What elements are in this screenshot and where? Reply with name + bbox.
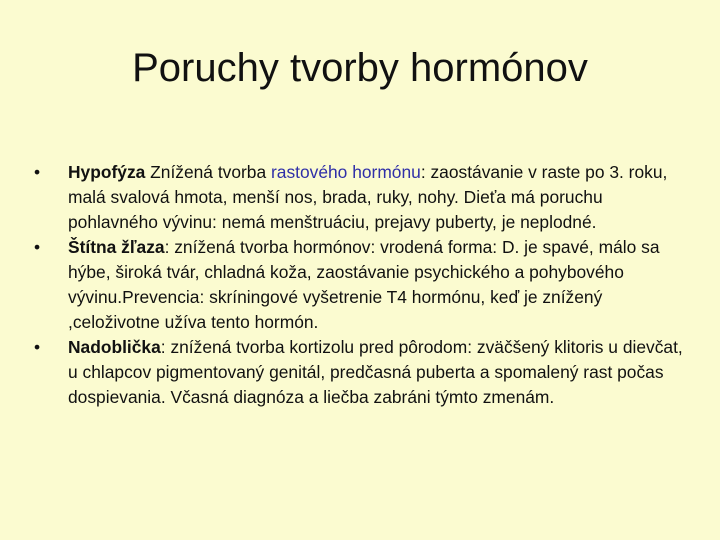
bullet-term: Nadoblička <box>68 337 161 357</box>
bullet-icon: • <box>34 237 41 257</box>
bullet-icon: • <box>34 162 41 182</box>
bullet-list <box>30 160 690 410</box>
bullet-item-nadoblicka <box>30 335 690 410</box>
bullet-accent-text: rastového hormónu <box>270 162 421 182</box>
bullet-item-hypofyza <box>30 160 690 235</box>
bullet-text: : znížená tvorba kortizolu pred pôrodom: zväčšený klitoris u dievčat, u chlapcov pigmentovaný genitál, predčasná puberta a spomalený rast počas dospievania. Včasná diagnóza a liečba zabráni týmto zmenám. <box>68 337 683 407</box>
slide-title: Poruchy tvorby hormónov <box>132 46 588 90</box>
bullet-icon: • <box>34 337 41 357</box>
bullet-term: Štítna žľaza <box>68 237 165 257</box>
bullet-text: : zaostávanie v raste po 3. roku, malá svalová hmota, menší nos, brada, ruky, nohy. Dieťa má poruchu pohlavného vývinu: nemá menštruáciu, prejavy puberty, je neplodné. <box>68 162 668 232</box>
bullet-text: Znížená tvorba <box>145 162 271 182</box>
bullet-term: Hypofýza <box>68 162 146 182</box>
bullet-item-stitna-zlaza <box>30 235 690 335</box>
bullet-text: : znížená tvorba hormónov: vrodená forma: D. je spavé, málo sa hýbe, široká tvár, chladná koža, zaostávanie psychického a pohybového vývinu.Prevencia: skríningové vyšetrenie T4 hormónu, keď je znížený ,celoživotne užíva tento hormón. <box>68 237 660 332</box>
